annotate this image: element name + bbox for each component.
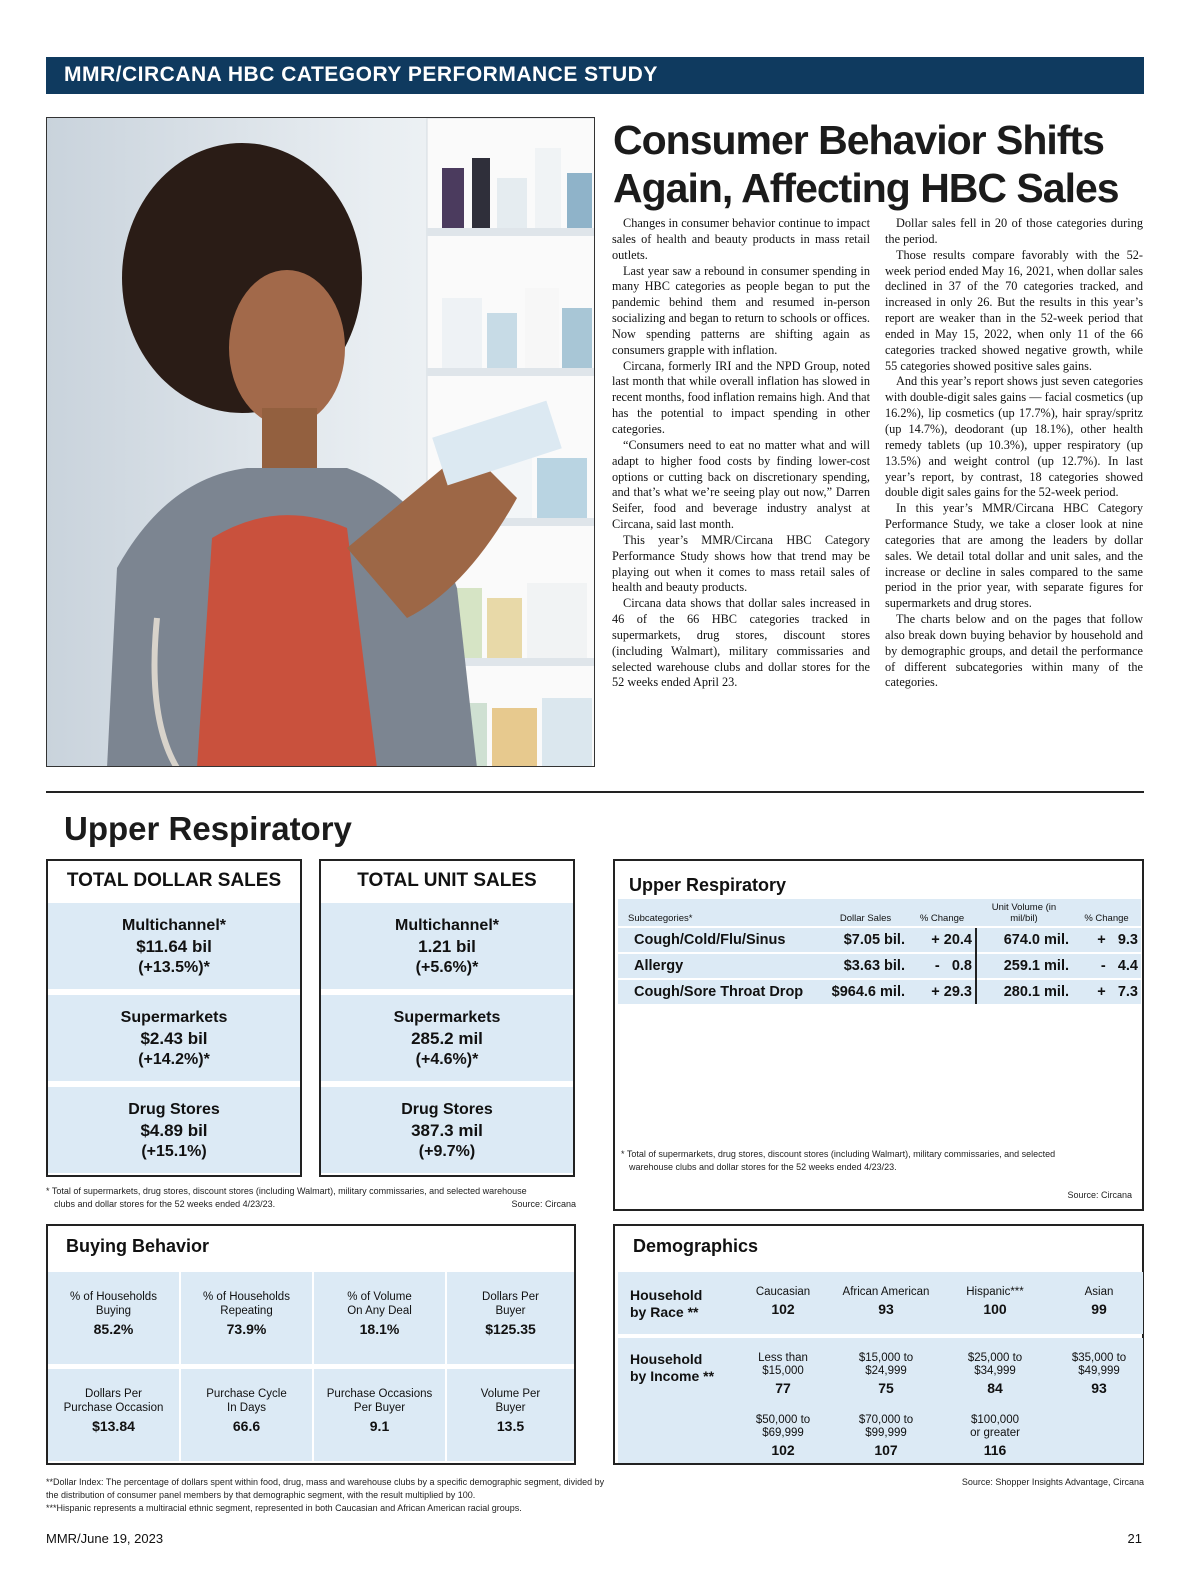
cell-change: (+15.1%) [141,1143,207,1160]
box-title: TOTAL DOLLAR SALES [66,870,282,891]
cell-label: On Any Deal [347,1305,412,1317]
race-label: Household by Race ** [630,1287,703,1320]
cell-value: 85.2% [93,1321,134,1337]
paragraph: Circana, formerly IRI and the NPD Group, noted last month that while overall inflation has slowed in recent months, food inflation remains high. And that has the potential to impact spending in other categories. [612,358,870,436]
cell-value: 13.5 [496,1418,525,1434]
page-number: 21 [1127,1531,1142,1546]
box-title: Buying Behavior [66,1236,210,1256]
cell-label: Dollars Per [482,1291,539,1303]
income-100k-plus: $100,000 or greater 116 [970,1414,1020,1458]
unit-volume: 280.1 mil. [976,979,1072,1004]
cell-value: $2.43 bil [140,1029,208,1048]
cell-label: Repeating [220,1305,273,1317]
cell-label: Dollars Per [85,1388,142,1400]
cell-label: Purchase Cycle [206,1388,287,1400]
note-line: **Dollar Index: The percentage of dollars spent within food, drug, mass and warehouse clubs by a specific demographic segment, divided by [46,1477,605,1487]
subcategory-name: Cough/Cold/Flu/Sinus [618,927,823,953]
cell-value: 285.2 mil [411,1029,483,1048]
sales-cell-drug-stores [48,1087,300,1173]
footnote-line: clubs and dollar stores for the 52 weeks ended 4/23/23. [54,1199,276,1209]
cell-value: $4.89 bil [140,1121,208,1140]
subcategory-table [618,899,1141,1004]
change-sign: + [931,932,940,948]
cell-label: Multichannel* [121,917,226,934]
unit-change: 7.3 [1117,984,1138,1000]
cell-value: $125.35 [485,1321,536,1337]
box-title: Demographics [633,1236,759,1256]
paragraph: Changes in consumer behavior continue to impact sales of health and beauty products in mass retail outlets. [612,216,870,262]
footnote-line: * Total of supermarkets, drug stores, discount stores (including Walmart), military commissaries, and selected [621,1149,1056,1159]
bb-households-buying [48,1272,179,1364]
subcategory-name: Allergy [618,953,823,979]
table-row [618,979,1141,1004]
cell-change: (+5.6%)* [415,959,479,976]
dollar-change: 29.3 [943,984,972,1000]
bb-dollars-per-buyer [447,1272,574,1364]
cell-change: (+4.6%)* [415,1051,479,1068]
paragraph: Circana data shows that dollar sales increased in 46 of the 66 HBC categories tracked in supermarkets, drug stores, discount stores (including Walmart), military commissaries and selected warehouse clubs and dollar stores for the 52 weeks ended April 23. [612,596,870,690]
income-15k-25k: $15,000 to $24,999 75 [858,1352,914,1396]
change-sign: + [931,984,940,1000]
section-banner: MMR/CIRCANA HBC CATEGORY PERFORMANCE STUDY [46,57,1144,94]
bottom-notes [46,1476,746,1515]
income-25k-35k: $25,000 to $34,999 84 [967,1352,1023,1396]
total-dollar-sales-box [46,859,302,1177]
dollar-sales: $7.05 bil. [823,927,908,953]
unit-cell-drug-stores [321,1087,573,1173]
cell-label: Buying [95,1305,132,1317]
subcategory-name: Cough/Sore Throat Drop [618,979,823,1004]
income-label: Household by Income ** [630,1351,715,1384]
unit-volume: 674.0 mil. [976,927,1072,953]
demographics-box [613,1224,1144,1465]
demographics-income-row [618,1338,1143,1463]
box-title: TOTAL UNIT SALES [357,870,537,891]
cell-label: Multichannel* [394,917,499,934]
footnote-line: * Total of supermarkets, drug stores, discount stores (including Walmart), military commissaries, and selected warehouse [46,1186,527,1196]
unit-change: 9.3 [1117,932,1138,948]
bb-occasions-per-buyer [314,1369,445,1461]
paragraph: This year’s MMR/Circana HBC Category Performance Study shows how that trend may be playing out when it comes to mass retail sales of health and beauty products. [612,532,870,595]
paragraph: In this year’s MMR/Circana HBC Category Performance Study, we take a closer look at nine categories that are among the leaders by dollar sales. We detail total dollar and unit sales, and the increase or decline in sales compared to the same period in the prior year, with separate figures for supermarkets and drug stores. [885,501,1143,611]
cell-value: 1.21 bil [418,937,476,956]
cell-change: (+9.7%) [418,1143,476,1160]
cell-value: $13.84 [92,1418,135,1434]
cell-value: 387.3 mil [411,1121,483,1140]
table-footnote [621,1148,1136,1174]
cell-label: % of Households [203,1291,290,1303]
header-unit-volume: Unit Volume (in mil/bil) [976,899,1072,927]
article-column-2 [885,216,1143,691]
paragraph: “Consumers need to eat no matter what and will adapt to higher food costs by finding lower-cost options or cutting back on discretionary spending, and that’s what we’re seeing play out now,” Darren Seifer, food and beverage industry analyst at Circana, said last month. [612,437,870,532]
cell-label: Supermarkets [120,1009,228,1026]
cell-value: 18.1% [359,1321,400,1337]
note-line: ***Hispanic represents a multiracial ethnic segment, represented in both Caucasian and African American racial groups. [46,1503,522,1513]
cell-label: Volume Per [480,1388,541,1400]
bb-households-repeating [181,1272,312,1364]
cell-label: Buyer [495,1305,526,1317]
dollar-sales: $964.6 mil. [823,979,908,1004]
change-sign: + [1097,984,1106,1000]
income-70k-100k: $70,000 to $99,999 107 [858,1414,914,1458]
footer-issue-date: MMR/June 19, 2023 [46,1531,164,1546]
sales-cell-supermarkets [48,995,300,1081]
cell-value: 73.9% [226,1321,267,1337]
cell-label: In Days [227,1402,266,1414]
income-under-15k: Less than $15,000 77 [758,1352,808,1396]
footnote-line: warehouse clubs and dollar stores for the 52 weeks ended 4/23/23. [629,1162,897,1172]
unit-volume: 259.1 mil. [976,953,1072,979]
dollar-change: 20.4 [943,932,972,948]
paragraph: The charts below and on the pages that follow also break down buying behavior by household and by demographic groups, and detail the performance of different subcategories within many of the categories. [885,612,1143,690]
income-50k-70k: $50,000 to $69,999 102 [755,1414,811,1458]
table-row [618,953,1141,979]
cell-value: 9.1 [369,1418,390,1434]
bb-volume-on-deal [314,1272,445,1364]
paragraph: Dollar sales fell in 20 of those categories during the period. [885,216,1143,246]
table-header-row [618,899,1141,927]
section-divider [46,791,1144,793]
subcategory-table-box [613,859,1144,1211]
race-hispanic: Hispanic*** 100 [966,1286,1024,1317]
header-dollar-sales: Dollar Sales [823,899,908,927]
cell-value: 66.6 [232,1418,261,1434]
table-title: Upper Respiratory [629,875,787,895]
source-note: Source: Circana [511,1199,576,1209]
sales-footnote [46,1185,576,1211]
race-african-american: African American 93 [842,1286,930,1317]
cell-label: % of Volume [347,1291,412,1303]
race-caucasian: Caucasian 102 [755,1286,811,1317]
cell-change: (+14.2%)* [138,1051,210,1068]
dollar-sales: $3.63 bil. [823,953,908,979]
unit-cell-multichannel [321,903,573,989]
header-subcategories: Subcategories* [618,899,823,927]
headline: Consumer Behavior Shifts Again, Affecting HBC Sales [613,117,1119,211]
paragraph: Those results compare favorably with the 52-week period ended May 16, 2021, when dollar sales declined in 37 of the 70 categories tracked, and increased in only 26. But the results in this year’s report are weaker than in the 52-week period that ended in May 15, 2022, when only 11 of the 66 categories tracked showed negative growth, while 55 categories showed positive sales gains. [885,247,1143,373]
cell-label: Buyer [495,1402,526,1414]
unit-change: 4.4 [1117,958,1138,974]
change-sign: - [934,958,940,974]
buying-behavior-box [46,1224,576,1465]
cell-label: Purchase Occasions [326,1388,433,1400]
sales-cell-multichannel [48,903,300,989]
race-asian: Asian 99 [1084,1286,1114,1317]
paragraph: And this year’s report shows just seven categories with double-digit sales gains — facial cosmetics (up 16.2%), lip cosmetics (up 17.7%), hair spray/spritz (up 14.7%), deodorant (up 18.1%), other health remedy tablets (up 10.3%), upper respiratory (up 13.5%) and weight control (up 12.7%). In last year’s report, by contrast, 18 categories showed double digit sales gains for the 52-week period. [885,374,1143,500]
article-column-1 [612,216,870,691]
change-sign: - [1100,958,1106,974]
cell-label: Drug Stores [128,1101,220,1118]
cell-label: % of Households [70,1291,157,1303]
bb-volume-per-buyer [447,1369,574,1461]
unit-cell-supermarkets [321,995,573,1081]
cell-value: $11.64 bil [136,937,212,956]
table-row [618,927,1141,953]
bb-dollars-per-occasion [48,1369,179,1461]
source-note: Source: Circana [1067,1190,1132,1200]
header-dollar-change: % Change [908,899,976,927]
demographics-race-row [618,1272,1143,1334]
total-unit-sales-box [319,859,575,1177]
cell-change: (+13.5%)* [138,959,210,976]
bb-purchase-cycle [181,1369,312,1461]
note-line: the distribution of consumer panel members by that demographic segment, with the result multiplied by 100. [46,1490,476,1500]
dollar-change: 0.8 [951,958,972,974]
income-35k-50k: $35,000 to $49,999 93 [1071,1352,1127,1396]
cell-label: Purchase Occasion [63,1402,164,1414]
demographics-source: Source: Shopper Insights Advantage, Circana [961,1477,1144,1487]
cell-label: Drug Stores [401,1101,493,1118]
paragraph: Last year saw a rebound in consumer spending in many HBC categories as people began to put the pandemic behind them and resumed in-person socializing and began to return to schools or offices. Now spending patterns are shifting again as consumers grapple with inflation. [612,263,870,357]
cell-label: Per Buyer [353,1402,406,1414]
cell-label: Supermarkets [393,1009,501,1026]
article-photo [46,117,595,767]
header-unit-change: % Change [1072,899,1141,927]
category-title: Upper Respiratory [64,810,352,847]
change-sign: + [1097,932,1106,948]
